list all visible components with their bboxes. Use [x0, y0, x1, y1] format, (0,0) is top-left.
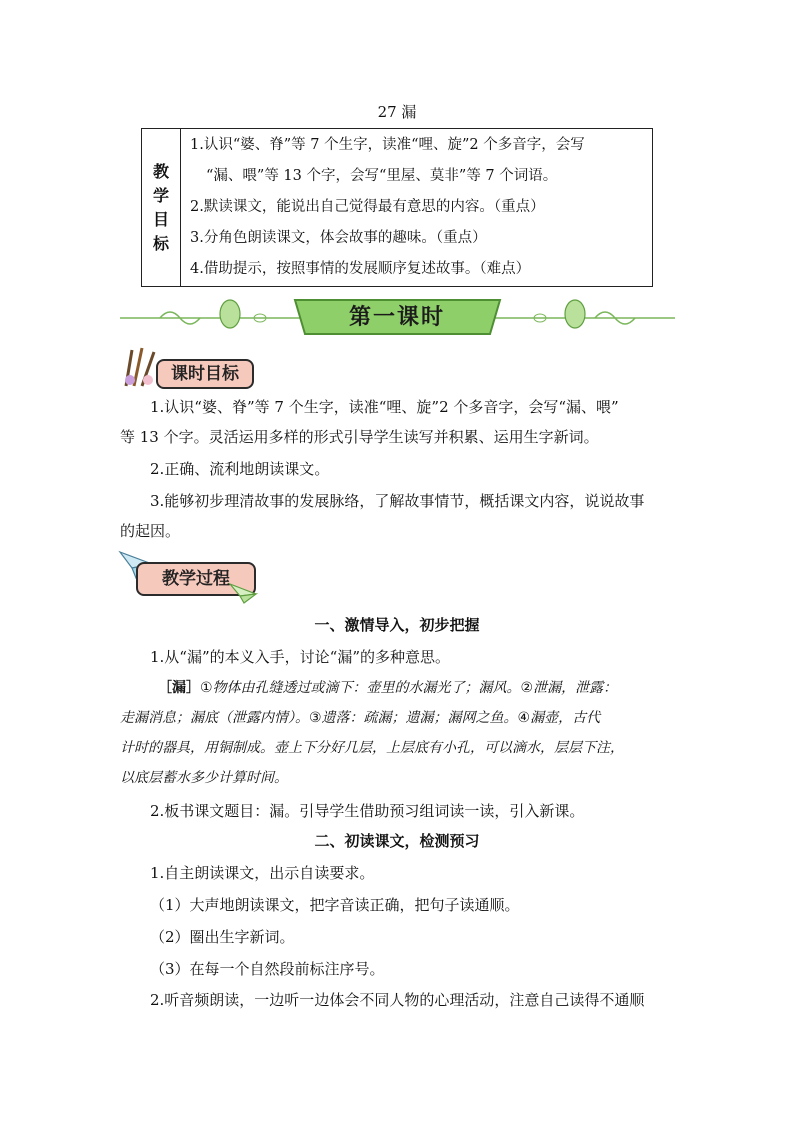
period-goal-line: 等 13 个字。灵活运用多样的形式引导学生读写并积累、运用生字新词。 [120, 428, 599, 446]
paragraph: 1.自主朗读课文，出示自读要求。 [150, 864, 375, 882]
goals-label-char: 目 [152, 209, 169, 229]
goals-label-char: 标 [152, 233, 169, 253]
definition-head: ［漏］ [158, 680, 200, 696]
paper-plane-icon [228, 582, 258, 604]
period-goal-line: 2.正确、流利地朗读课文。 [150, 460, 330, 478]
lesson-period-title: 第一课时 [348, 304, 445, 330]
definition-line: 计时的器具，用铜制成。壶上下分好几层，上层底有小孔，可以滴水，层层下注， [120, 740, 624, 756]
goal-line: “漏、喂”等 13 个字，会写“里屋、莫非”等 7 个词语。 [206, 168, 558, 184]
lesson-title: 27 漏 [377, 103, 417, 121]
teaching-process-badge: 教学过程 [136, 562, 256, 596]
definition-line [158, 674, 676, 703]
goals-label [142, 129, 181, 287]
definition-text: ①物体由孔缝透过或滴下：壶里的水漏光了；漏风。②泄漏，泄露： [200, 680, 618, 696]
period-goal-line: 1.认识“婆、脊”等 7 个生字，读准“哩、旋”2 个多音字，会写“漏、喂” [150, 398, 619, 416]
goal-line: 3.分角色朗读课文，体会故事的趣味。（重点） [190, 230, 487, 246]
sub-item: （3）在每一个自然段前标注序号。 [150, 960, 385, 978]
goals-label-char: 教 [152, 161, 169, 181]
period-goal-line: 的起因。 [120, 522, 181, 540]
goal-line: 1.认识“婆、脊”等 7 个生字，读准“哩、旋”2 个多音字，会写 [190, 137, 585, 153]
section-heading: 一、激情导入，初步把握 [314, 616, 480, 634]
section-heading: 二、初读课文，检测预习 [314, 832, 480, 850]
goal-line: 2.默读课文，能说出自己觉得最有意思的内容。（重点） [190, 199, 545, 215]
definition-line: 走漏消息；漏底（泄露内情）。③遗落：疏漏；遗漏；漏网之鱼。④漏壶，古代 [120, 710, 601, 726]
goals-label-char: 学 [152, 185, 169, 205]
paragraph: 2.听音频朗读，一边听一边体会不同人物的心理活动，注意自己读得不通顺 [150, 991, 645, 1009]
paragraph: 2.板书课文题目：漏。引导学生借助预习组词读一读，引入新课。 [150, 802, 585, 820]
paragraph: 1.从“漏”的本义入手，讨论“漏”的多种意思。 [150, 648, 450, 666]
teaching-goals-table [141, 128, 653, 287]
sub-item: （2）圈出生字新词。 [150, 928, 295, 946]
period-goal-line: 3.能够初步理清故事的发展脉络，了解故事情节，概括课文内容，说说故事 [150, 492, 645, 510]
goal-line: 4.借助提示，按照事情的发展顺序复述故事。（难点） [190, 261, 531, 277]
period-goals-badge: 课时目标 [156, 359, 254, 389]
sub-item: （1）大声地朗读课文，把字音读正确，把句子读通顺。 [150, 896, 520, 914]
definition-line: 以底层蓄水多少计算时间。 [120, 770, 288, 786]
goals-content [181, 129, 653, 287]
